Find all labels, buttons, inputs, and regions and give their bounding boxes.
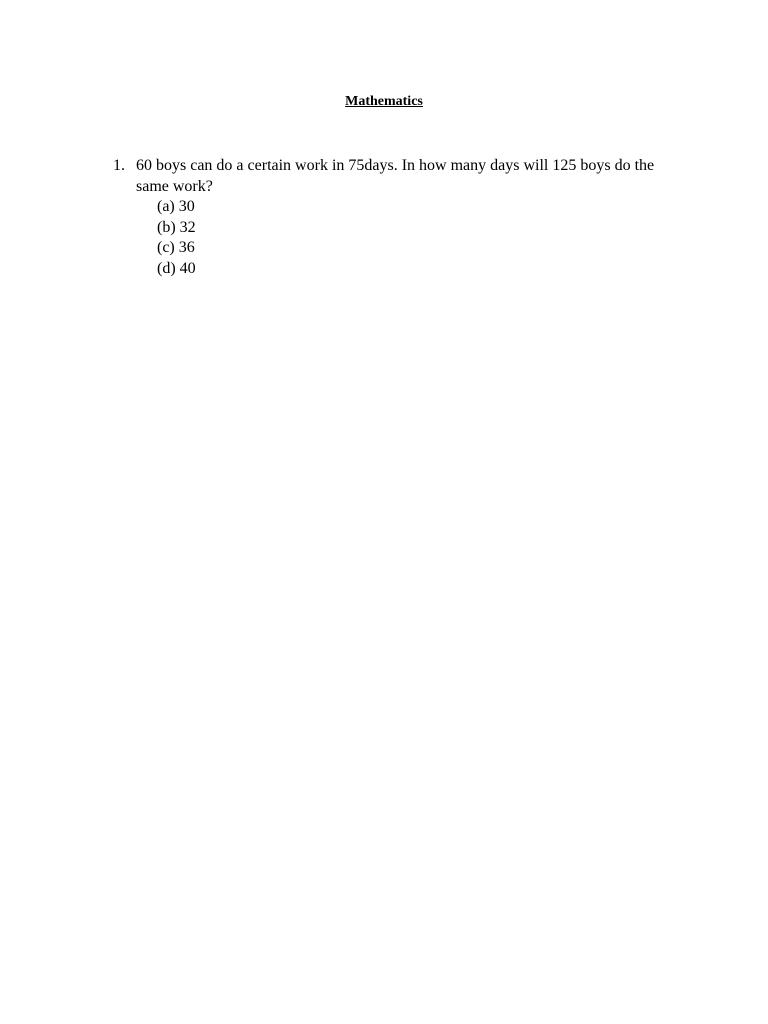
option-d: (d) 40: [157, 259, 196, 277]
page-title: Mathematics: [345, 94, 423, 109]
question-text: 60 boys can do a certain work in 75days. In how many days will 125 boys do the same work?: [136, 157, 655, 195]
option-b: (b) 32: [157, 218, 196, 236]
question-item: [113, 155, 673, 279]
question-row: [113, 155, 673, 197]
option-a: (a) 30: [157, 198, 195, 215]
option-c: (c) 36: [157, 239, 195, 256]
answer-options: [113, 197, 673, 279]
question-number: 1.: [113, 157, 125, 174]
